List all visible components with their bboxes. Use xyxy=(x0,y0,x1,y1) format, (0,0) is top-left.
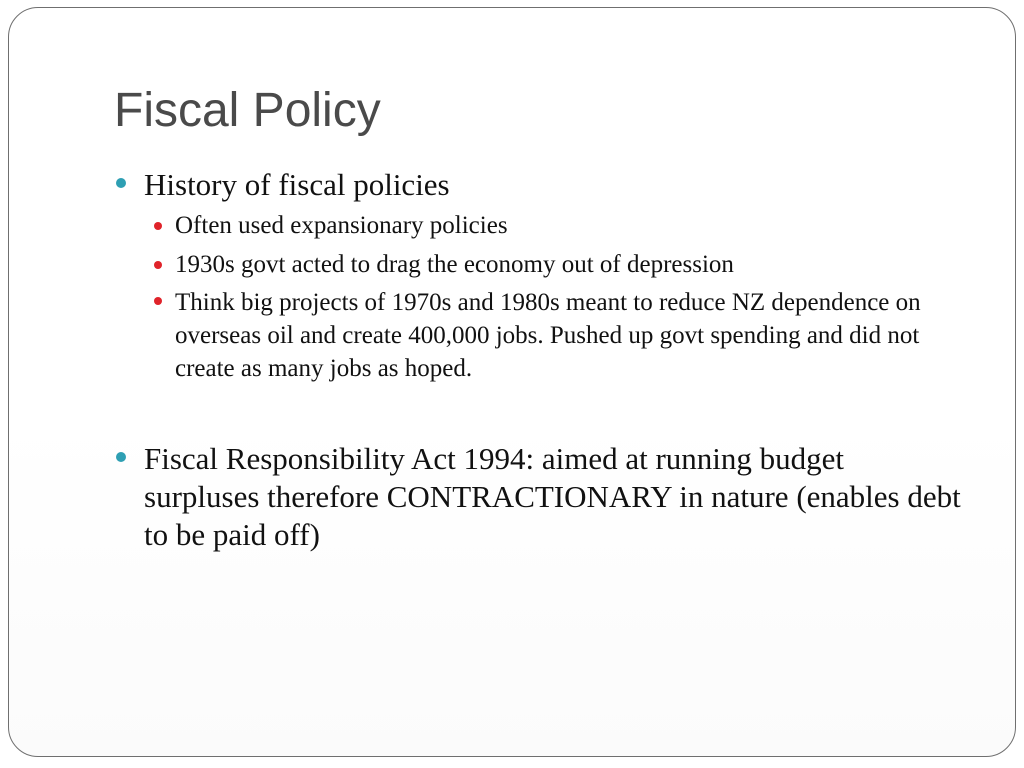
sub-bullet-dot-icon xyxy=(154,222,162,230)
sub-bullet-think-big: Think big projects of 1970s and 1980s meant to reduce NZ dependence on overseas oil and create 400,000 jobs. Pushed up govt spending and did not create as many jobs as hoped. xyxy=(175,289,921,382)
sub-bullet-expansionary: Often used expansionary policies xyxy=(175,212,508,239)
slide-title: Fiscal Policy xyxy=(114,84,381,137)
bullet-dot-icon xyxy=(116,452,126,462)
sub-bullet-1930s: 1930s govt acted to drag the economy out of depression xyxy=(175,251,734,278)
sub-bullet-dot-icon xyxy=(154,297,162,305)
bullet-history-of-fiscal-policies: History of fiscal policies xyxy=(144,167,450,202)
sub-bullet-dot-icon xyxy=(154,261,162,269)
bullet-fiscal-responsibility-act: Fiscal Responsibility Act 1994: aimed at running budget surpluses therefore CONTRACTIONARY in nature (enables debt to be paid off) xyxy=(144,441,961,552)
bullet-dot-icon xyxy=(116,178,126,188)
